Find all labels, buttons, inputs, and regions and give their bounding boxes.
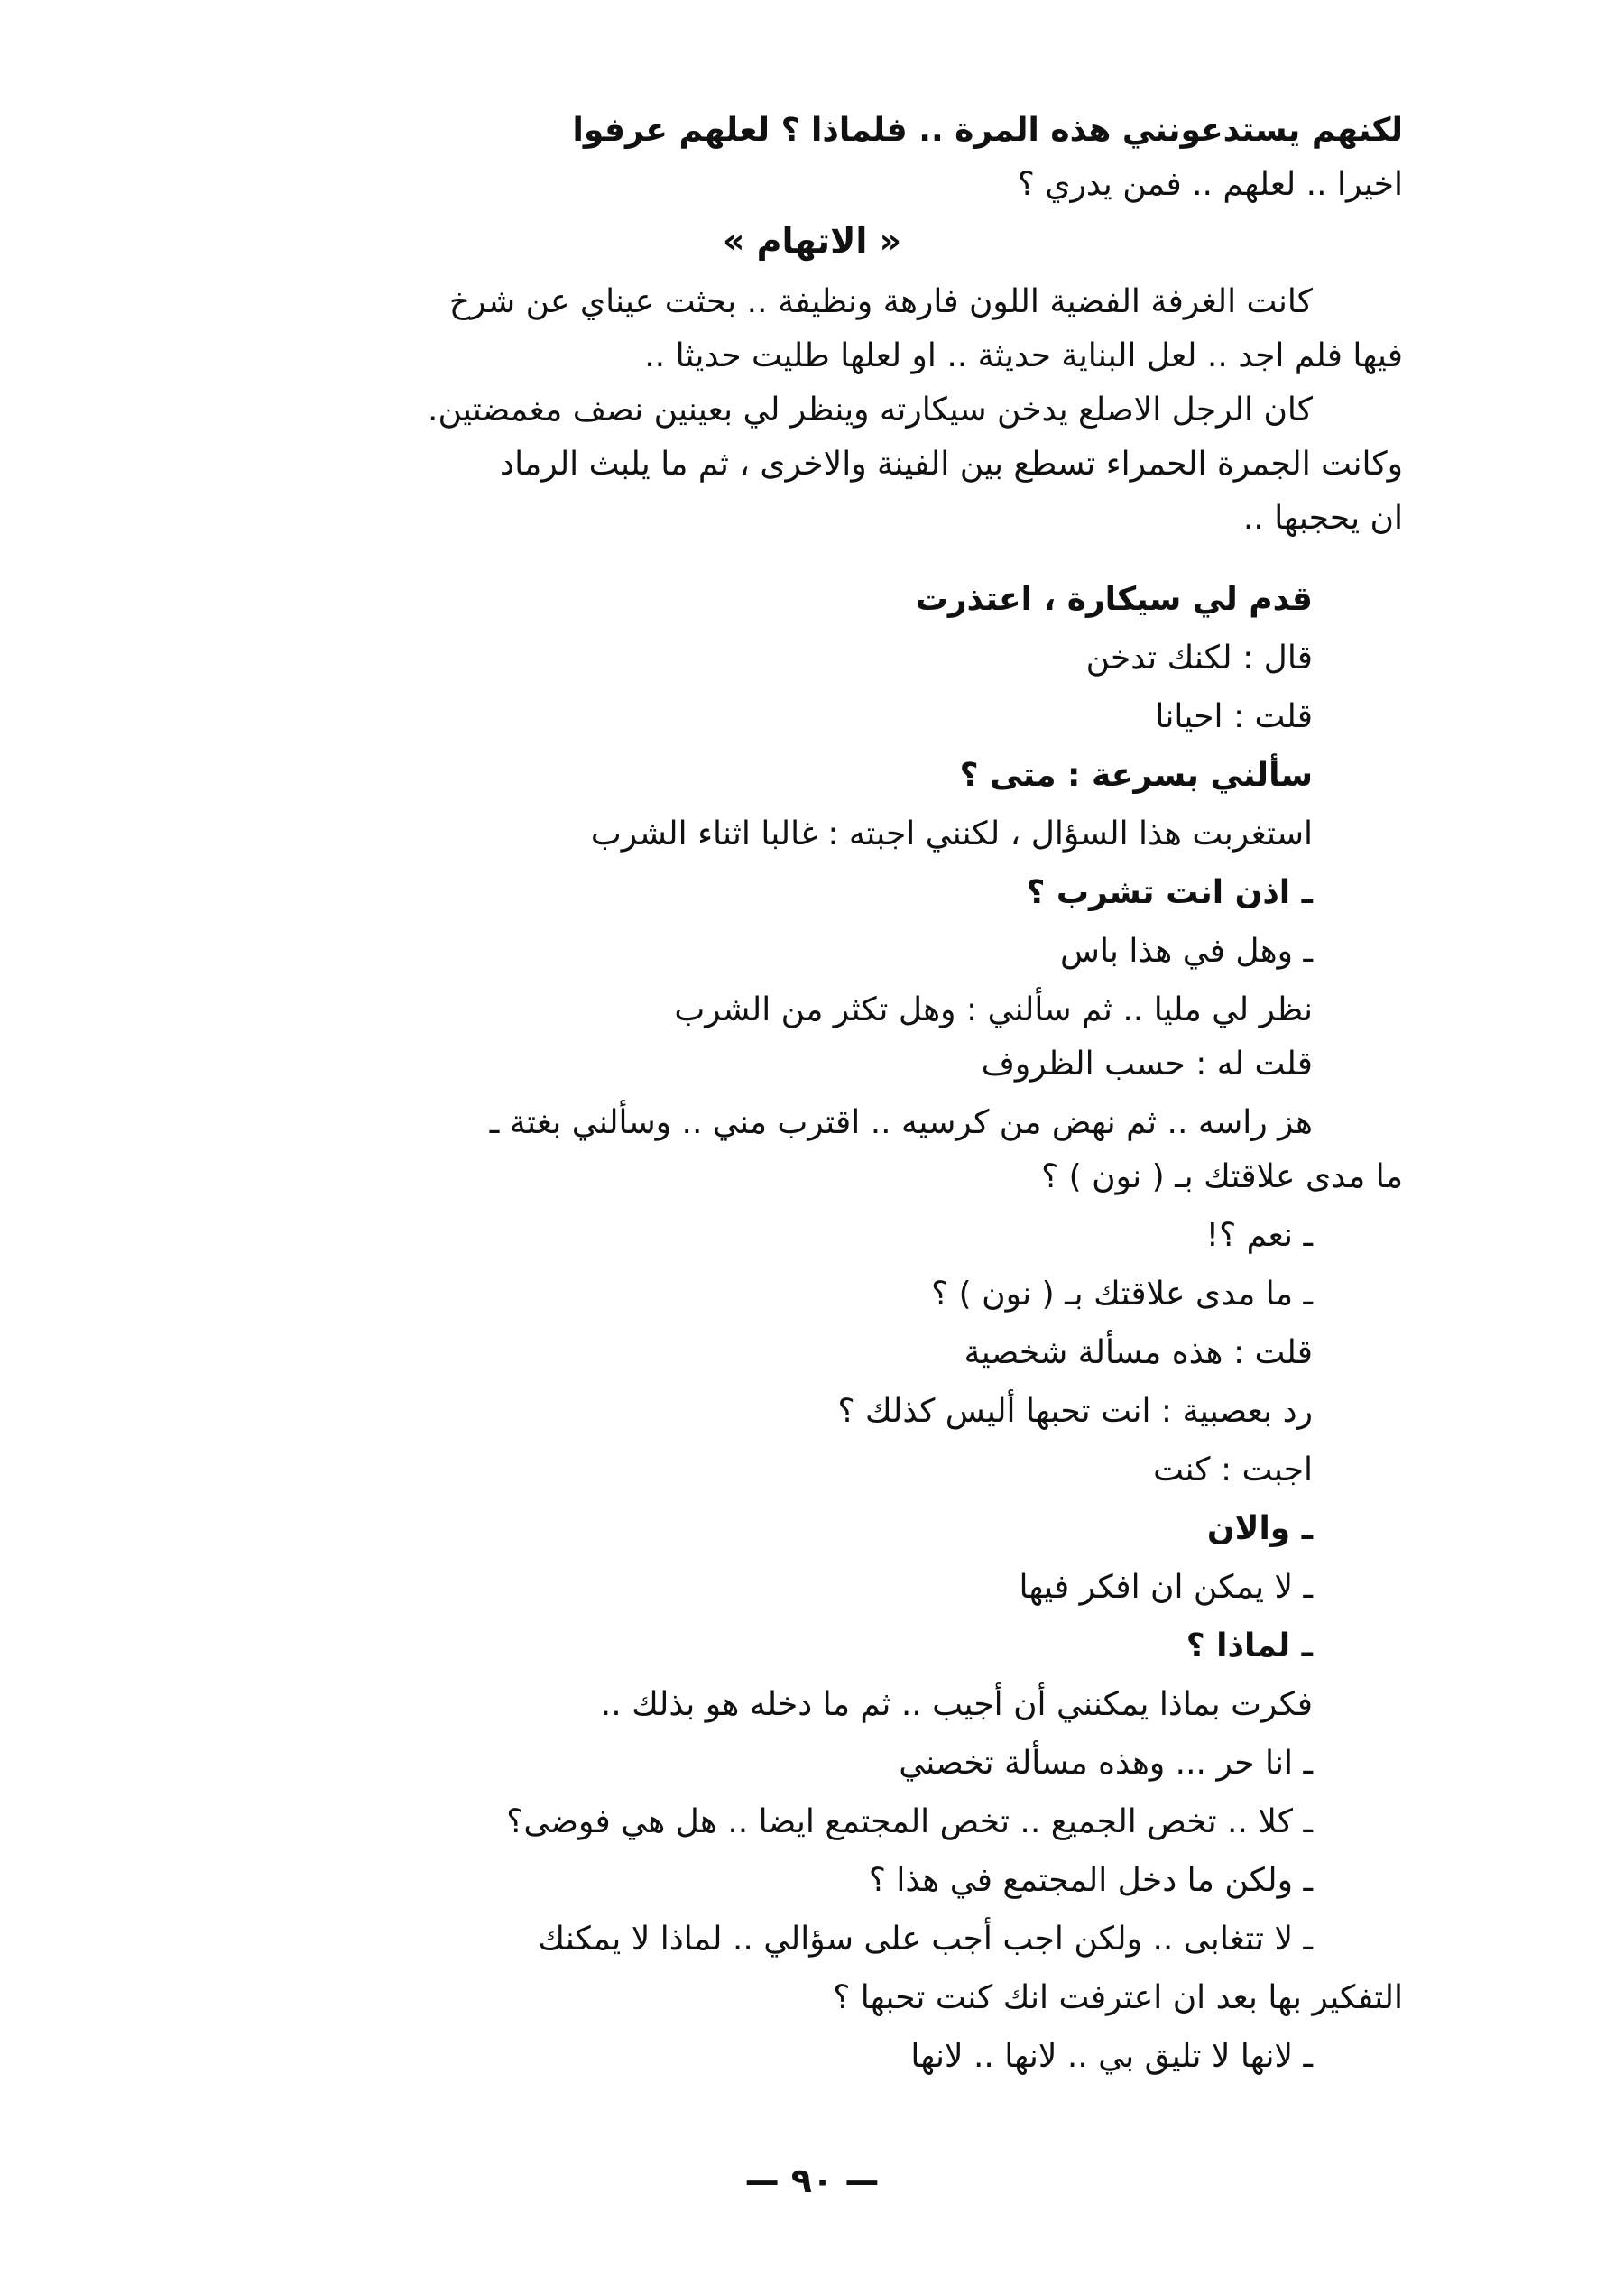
text-line-22: قلت : هذه مسألة شخصية [964,1334,1313,1371]
text-line-4: كانت الغرفة الفضية اللون فارهة ونظيفة .. بحثت عيناي عن شرخ [448,283,1313,320]
text-line-18: هز راسه .. ثم نهض من كرسيه .. اقترب مني .. وسألني بغتة ـ [489,1104,1313,1141]
text-line-19: ما مدى علاقتك بـ ( نون ) ؟ [1041,1158,1403,1195]
text-line-13: استغربت هذا السؤال ، لكنني اجبته : غالبا اثناء الشرب [590,816,1313,853]
text-line-30: ـ كلا .. تخص الجميع .. تخص المجتمع ايضا .. هل هي فوضى؟ [506,1803,1313,1840]
text-line-5: فيها فلم اجد .. لعل البناية حديثة .. او لعلها طليت حديثا .. [644,337,1403,374]
text-line-23: رد بعصبية : انت تحبها أليس كذلك ؟ [837,1393,1313,1430]
page-number: — ٩٠ — [744,2161,880,2200]
text-line-34: ـ لانها لا تليق بي .. لانها .. لانها [910,2038,1313,2075]
text-line-20: ـ نعم ؟! [1205,1217,1313,1254]
text-line-17: قلت له : حسب الظروف [981,1046,1313,1083]
text-line-33: التفكير بها بعد ان اعترفت انك كنت تحبها ؟ [833,1979,1403,2016]
text-line-24: اجبت : كنت [1153,1452,1313,1489]
text-line-28: فكرت بماذا يمكنني أن أجيب .. ثم ما دخله هو بذلك .. [600,1686,1313,1723]
text-line-29: ـ انا حر ... وهذه مسألة تخصني [899,1745,1313,1782]
text-line-1: لكنهم يستدعونني هذه المرة .. فلماذا ؟ لعلهم عرفوا [572,112,1403,149]
text-line-12: سألني بسرعة : متى ؟ [959,757,1313,794]
text-line-7: وكانت الجمرة الحمراء تسطع بين الفينة والاخرى ، ثم ما يلبث الرماد [500,446,1403,483]
text-line-10: قال : لكنك تدخن [1085,640,1313,677]
text-line-11: قلت : احيانا [1155,698,1313,735]
text-line-2: اخيرا .. لعلهم .. فمن يدري ؟ [1017,166,1403,203]
text-line-6: كان الرجل الاصلع يدخن سيكارته وينظر لي بعينين نصف مغمضتين. [428,392,1313,429]
section-title: « الاتهام » [722,221,902,261]
text-line-21: ـ ما مدى علاقتك بـ ( نون ) ؟ [931,1276,1313,1313]
text-line-32: ـ لا تتغابى .. ولكن اجب أجب على سؤالي .. لماذا لا يمكنك [538,1921,1313,1958]
text-line-31: ـ ولكن ما دخل المجتمع في هذا ؟ [868,1862,1313,1899]
text-line-14: ـ اذن انت تشرب ؟ [1026,874,1313,911]
text-line-15: ـ وهل في هذا باس [1060,933,1313,970]
text-line-26: ـ لا يمكن ان افكر فيها [1019,1569,1313,1606]
text-line-8: ان يحجبها .. [1242,500,1403,537]
text-line-27: ـ لماذا ؟ [1186,1627,1313,1664]
text-line-9: قدم لي سيكارة ، اعتذرت [915,581,1313,618]
text-line-16: نظر لي مليا .. ثم سألني : وهل تكثر من الشرب [674,991,1313,1028]
text-line-25: ـ والان [1206,1510,1313,1547]
